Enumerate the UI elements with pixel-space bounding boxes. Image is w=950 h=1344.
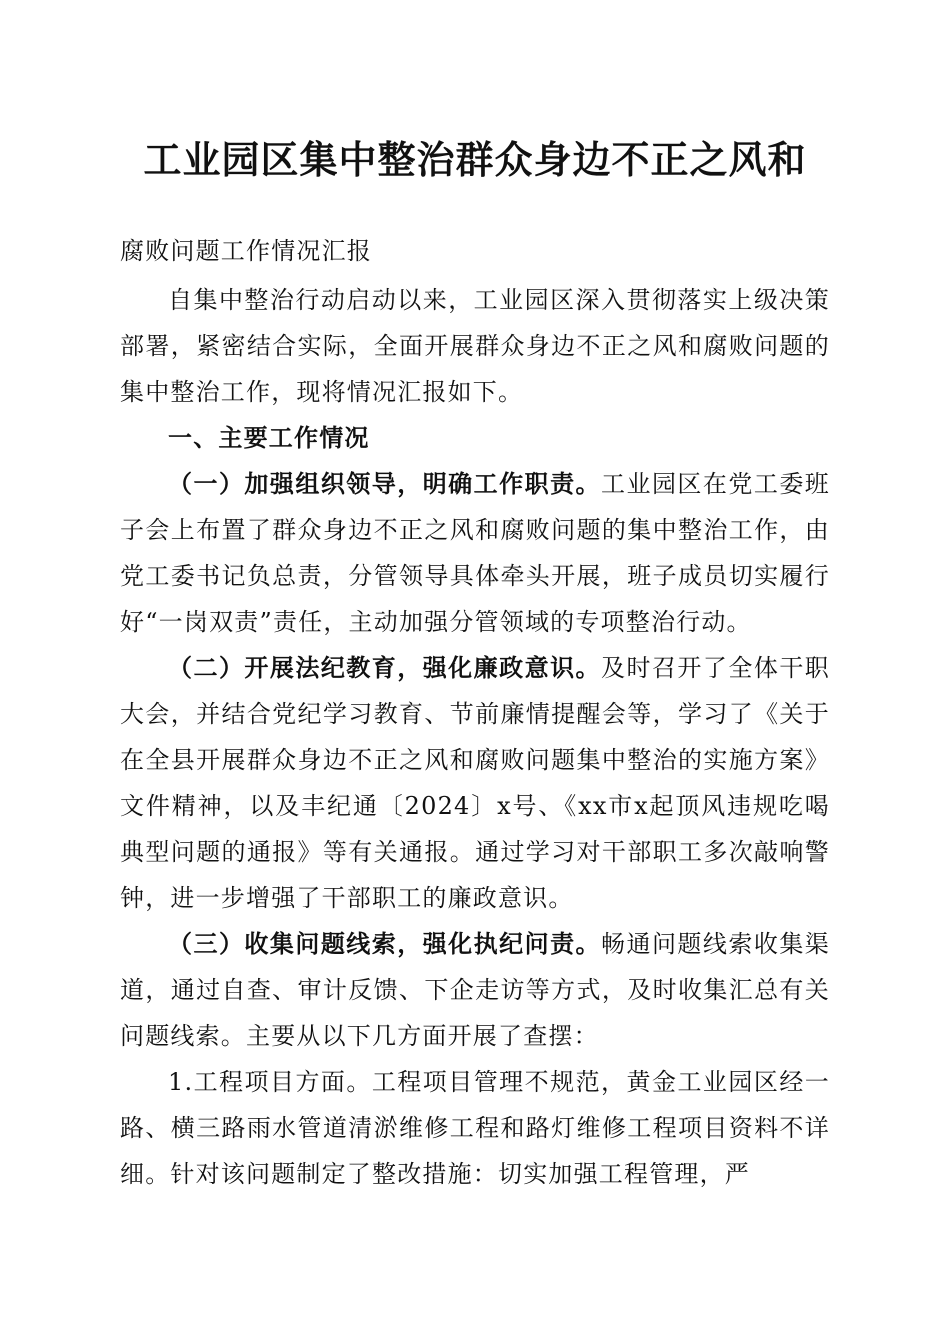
- document-body: [120, 277, 830, 1197]
- item-lead-1: （一）加强组织领导，明确工作职责。: [168, 469, 602, 498]
- document-title: 工业园区集中整治群众身边不正之风和: [143, 137, 807, 182]
- item-paragraph-3: [120, 921, 830, 1059]
- sub-paragraph-1: 1.工程项目方面。工程项目管理不规范，黄金工业园区经一路、横三路雨水管道清淤维修工程和路灯维修工程项目资料不详细。针对该问题制定了整改措施：切实加强工程管理，严: [120, 1068, 830, 1188]
- section-heading: 一、主要工作情况: [168, 423, 370, 452]
- item-text-2: 及时召开了全体干职大会，并结合党纪学习教育、节前廉情提醒会等，学习了《关于在全县开展群众身边不正之风和腐败问题集中整治的实施方案》文件精神，以及丰纪通〔2024〕x号、《xx市x起顶风违规吃喝典型问题的通报》等有关通报。通过学习对干部职工多次敲响警钟，进一步增强了干部职工的廉政意识。: [120, 654, 830, 912]
- item-text-1: 工业园区在党工委班子会上布置了群众身边不正之风和腐败问题的集中整治工作，由党工委书记负总责，分管领导具体牵头开展，班子成员切实履行好“一岗双责”责任，主动加强分管领域的专项整治行动。: [120, 470, 830, 636]
- item-paragraph-1: [120, 461, 830, 645]
- item-text-3: 畅通问题线索收集渠道，通过自查、审计反馈、下企走访等方式，及时收集汇总有关问题线索。主要从以下几方面开展了查摆：: [120, 930, 830, 1050]
- document-subtitle: 腐败问题工作情况汇报: [120, 237, 372, 265]
- item-lead-3: （三）收集问题线索，强化执纪问责。: [168, 929, 602, 958]
- intro-paragraph: 自集中整治行动启动以来，工业园区深入贯彻落实上级决策部署，紧密结合实际，全面开展群众身边不正之风和腐败问题的集中整治工作，现将情况汇报如下。: [120, 286, 830, 406]
- item-paragraph-2: [120, 645, 830, 921]
- item-lead-2: （二）开展法纪教育，强化廉政意识。: [168, 653, 602, 682]
